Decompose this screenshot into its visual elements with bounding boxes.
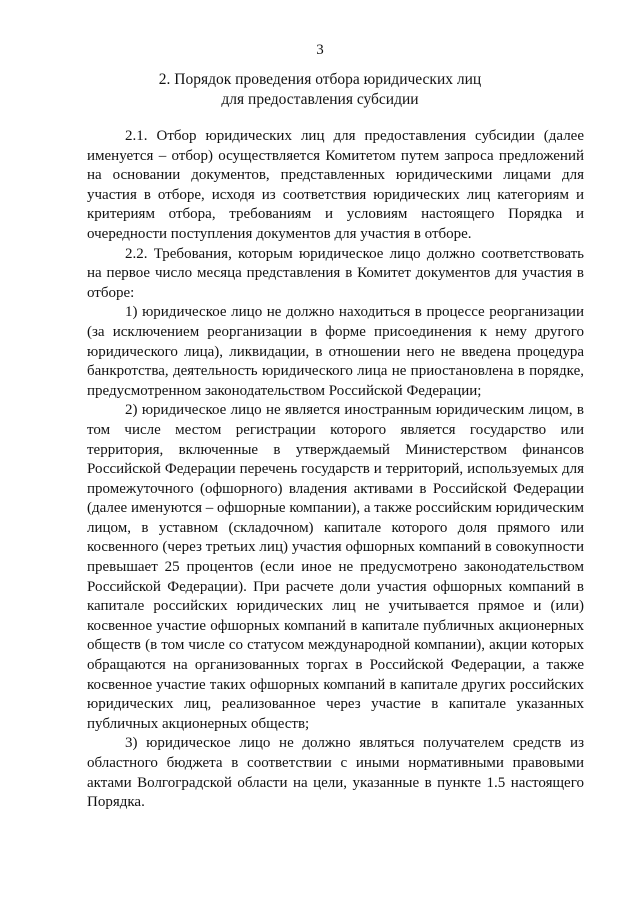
paragraph-item-2: 2) юридическое лицо не является иностранным юридическим лицом, в том числе местом регистрации которого является государство или территория, включенные в утверждаемый Министерством финансов Российской Федерации перечень государств и территорий, используемых для промежуточного (офшорного) владения активами в Российской Федерации (далее именуются – офшорные компании), а также российским юридическим лицом, в уставном (складочном) капитале которого доля прямого или косвенного (через третьих лиц) участия офшорных компаний в совокупности превышает 25 процентов (если иное не предусмотрено законодательством Российской Федерации). При расчете доли участия офшорных компаний в капитале российских юридических лиц не учитывается прямое и (или) косвенное участие офшорных компаний в капитале публичных акционерных обществ (в том числе со статусом международной компании), акции которых обращаются на организованных торгах в Российской Федерации, а также косвенное участие таких офшорных компаний в капитале других российских юридических лиц, реализованное через участие в капитале указанных публичных акционерных обществ; xyxy=(87,402,584,732)
page-number: 3 xyxy=(316,42,324,58)
paragraph-item-1: 1) юридическое лицо не должно находиться в процессе реорганизации (за исключением реорганизации в форме присоединения к нему другого юридического лица), ликвидации, в отношении него не введена процедура банкротства, деятельность юридического лица не приостановлена в порядке, предусмотренном законодательством Российской Федерации; xyxy=(87,304,584,399)
body-text xyxy=(87,127,584,813)
section-title-line-1: 2. Порядок проведения отбора юридических лиц xyxy=(158,71,482,88)
paragraph-2-2: 2.2. Требования, которым юридическое лицо должно соответствовать на первое число месяца представления в Комитет документов для участия в отборе: xyxy=(87,245,584,301)
paragraph-item-3: 3) юридическое лицо не должно являться получателем средств из областного бюджета в соответствии с иными нормативными правовыми актами Волгоградской области на цели, указанные в пункте 1.5 настоящего Порядка. xyxy=(87,735,584,811)
section-title-line-2: для предоставления субсидии xyxy=(221,91,419,108)
paragraph-2-1: 2.1. Отбор юридических лиц для предоставления субсидии (далее именуется – отбор) осуществляется Комитетом путем запроса предложений на основании документов, представленных юридическими лицами для участия в отборе, исходя из соответствия юридических лиц категориям и критериям отбора, требованиям и условиям настоящего Порядка и очередности поступления документов для участия в отборе. xyxy=(87,128,584,242)
section-title xyxy=(60,70,580,110)
